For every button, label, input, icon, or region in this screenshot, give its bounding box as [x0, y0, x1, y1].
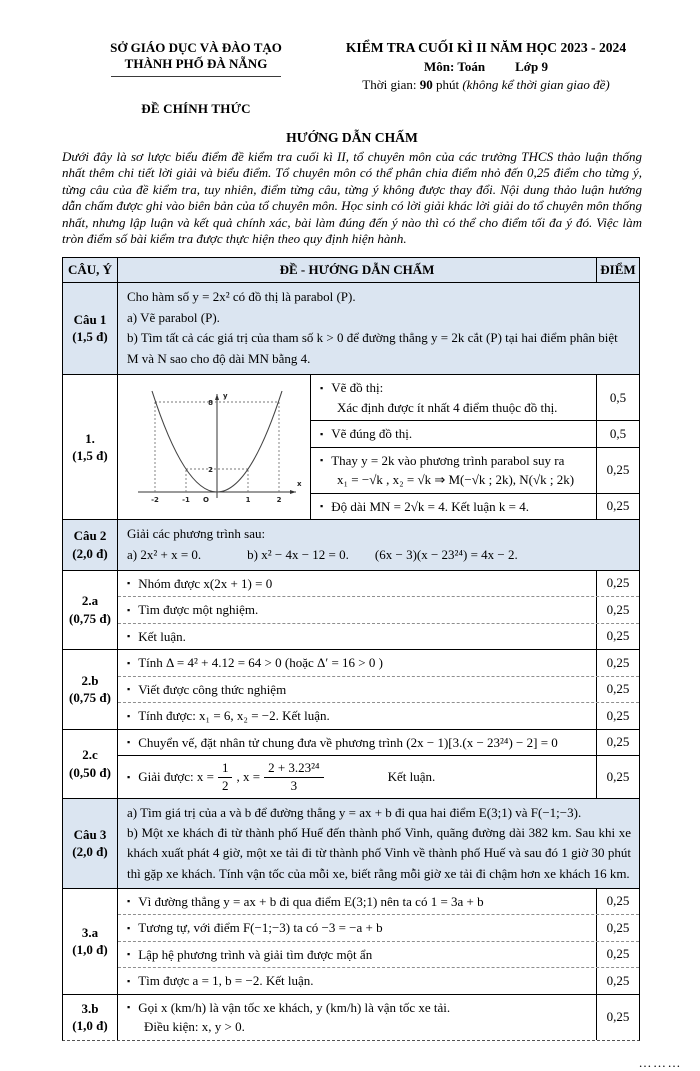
- score-value: 0,25: [596, 995, 639, 1040]
- graph-ytick-2: 2: [208, 466, 213, 475]
- row-1-label: 1. (1,5 đ): [63, 375, 118, 519]
- equation-b: b) x² − 4x − 12 = 0.: [247, 546, 349, 562]
- cau3-line1: a) Tìm giá trị của a và b để đường thẳng y = ax + b đi qua hai điểm E(3;1) và F(−1;−3).: [127, 805, 582, 821]
- item-text: Thay y = 2k vào phương trình parabol suy ra: [331, 452, 565, 468]
- cau1-line2: a) Vẽ parabol (P).: [127, 309, 220, 325]
- intro-paragraph: Dưới đây là sơ lược biểu điểm đề kiểm tra cuối kì II, tổ chuyên môn của các trường THCS thảo luận thống nhất thêm chi tiết lời giải và biểu điểm. Tổ chuyên môn có thể phân chia điểm nhỏ đến 0,25 điểm cho từng ý, từng câu của đề kiểm tra, tuy nhiên, điểm từng câu, từng ý không được thay đổi. Nội dung thảo luận hướng dẫn chấm được ghi vào biên bản của tổ chuyên môn. Học sinh có lời giải khác lời giải do tổ chuyên môn thống nhất, nhưng lập luận và kết quả chính xác, bài làm đúng đến ý nào thì có thể cho điểm tối đa ý đó. Việc làm tròn điểm số bài kiểm tra được thực hiện theo quy định hiện hành.: [62, 148, 642, 247]
- score-value: 0,25: [596, 677, 639, 703]
- time-unit: phút: [432, 77, 463, 92]
- score-value: 0,25: [596, 915, 639, 941]
- item-text: Gọi x (km/h) là vận tốc xe khách, y (km/h) là vận tốc xe tải.: [138, 999, 451, 1015]
- score-value: 0,25: [596, 494, 639, 520]
- grading-item: [118, 967, 639, 994]
- score-value: 0,25: [596, 650, 639, 676]
- cau2-statement: [118, 520, 639, 570]
- row-1-solution: [63, 374, 639, 519]
- parabola-graph: [118, 375, 311, 519]
- graph-xtick--2: -2: [151, 496, 159, 505]
- equation-c: (6x − 3)(x − 23²⁴) = 4x − 2.: [374, 546, 518, 562]
- parabola-chart: [120, 386, 308, 508]
- graph-origin-label: O: [203, 496, 209, 505]
- score-value: 0,25: [596, 889, 639, 915]
- item-text-line2: Điều kiện: x, y > 0.: [144, 1019, 245, 1035]
- cau2-label: Câu 2 (2,0 đ): [63, 520, 118, 570]
- col-header-diem: ĐIỂM: [596, 258, 639, 282]
- grading-item: [118, 571, 639, 597]
- cau1-line1: Cho hàm số y = 2x² có đồ thị là parabol (P).: [127, 288, 356, 304]
- score-value: 0,25: [596, 703, 639, 729]
- grading-item: [118, 889, 639, 915]
- item-text: Tìm được một nghiệm.: [138, 602, 259, 618]
- bullet-icon: [320, 426, 331, 441]
- col-header-de-huong-dan: ĐỀ - HƯỚNG DẪN CHẤM: [279, 261, 435, 277]
- solution-prefix: Giải được: x =: [138, 769, 214, 785]
- cau1-statement-row: [63, 282, 639, 374]
- equation-a: a) 2x² + x = 0.: [127, 546, 202, 562]
- cau1-statement: [118, 283, 639, 374]
- cau3-statement-row: [63, 798, 639, 888]
- bullet-icon: [127, 920, 138, 935]
- row-2a: [63, 570, 639, 650]
- row-2b: [63, 649, 639, 729]
- issuer-block: [62, 40, 330, 117]
- header-underline: [111, 76, 281, 77]
- time-line: [330, 77, 642, 93]
- score-value: 0,25: [596, 571, 639, 597]
- subject-grade-line: [330, 59, 642, 75]
- item-text: Tính được: x₁ = 6, x₂ = −2. Kết luận.: [138, 708, 330, 724]
- score-value: 0,25: [596, 942, 639, 968]
- row-3b: [63, 994, 639, 1040]
- row-2a-label: 2.a (0,75 đ): [63, 571, 118, 650]
- score-value: 0,5: [596, 421, 639, 447]
- bullet-icon: [127, 576, 138, 591]
- bullet-icon: [127, 655, 138, 670]
- row-3b-label: 3.b (1,0 đ): [63, 995, 118, 1040]
- grading-item: [118, 995, 639, 1040]
- item-text: Chuyển vế, đặt nhân tử chung đưa về phương trình (2x − 1)[3.(x − 23²⁴) − 2] = 0: [138, 734, 558, 750]
- cau2-statement-row: [63, 519, 639, 570]
- graph-xtick--1: -1: [182, 496, 190, 505]
- grading-item: [118, 650, 639, 676]
- time-prefix: Thời gian:: [362, 77, 420, 92]
- item-text: Lập hệ phương trình và giải tìm được một ẩn: [138, 946, 373, 962]
- item-text: Tìm được a = 1, b = −2. Kết luận.: [138, 973, 314, 989]
- grading-item: [118, 676, 639, 703]
- department-name: SỞ GIÁO DỤC VÀ ĐÀO TẠO: [110, 40, 282, 55]
- bullet-icon: [320, 380, 331, 395]
- graph-xtick-2: 2: [276, 496, 282, 505]
- score-value: 0,5: [596, 375, 639, 420]
- grading-item: [118, 941, 639, 968]
- bullet-icon: [127, 767, 138, 787]
- bullet-icon: [127, 947, 138, 962]
- grading-item: [118, 596, 639, 623]
- grading-table: [62, 257, 640, 1041]
- row-2b-label: 2.b (0,75 đ): [63, 650, 118, 729]
- col-header-cau-y: CÂU, Ý: [63, 258, 118, 282]
- cau1-line3: b) Tìm tất cả các giá trị của tham số k > 0 để đường thẳng y = 2k cắt (P) tại hai điểm phân biệt M và N sao cho độ dài MN bằng 4.: [127, 330, 618, 367]
- bullet-icon: [127, 708, 138, 723]
- item-text: Vì đường thẳng y = ax + b đi qua điểm E(3;1) nên ta có 1 = 3a + b: [138, 893, 484, 909]
- exam-info-block: [330, 40, 642, 117]
- score-value: 0,25: [596, 756, 639, 798]
- bullet-icon: [127, 894, 138, 909]
- subject-label: Môn: Toán: [424, 59, 486, 74]
- item-text: Vẽ đúng đồ thị.: [331, 426, 413, 442]
- bullet-icon: [320, 499, 331, 514]
- graph-x-axis-label: x: [297, 480, 302, 489]
- cau2-equations: [127, 545, 631, 566]
- grading-item: [311, 420, 639, 447]
- grading-item: [311, 447, 639, 493]
- bullet-icon: [320, 453, 331, 468]
- cau3-line2: b) Một xe khách đi từ thành phố Huế đến thành phố Vinh, quãng đường dài 382 km. Sau khi xe khách xuất phát 4 giờ, một xe tải đi từ thành phố Vinh về thành phố Huế và sau đó 1 giờ 30 phút thì gặp xe khách. Tính vận tốc của mỗi xe, biết rằng mỗi giờ xe tải đi chậm hơn xe khách 16 km.: [127, 825, 631, 881]
- item-text: Kết luận.: [138, 628, 186, 644]
- row-1-items: [311, 375, 639, 519]
- score-value: 0,25: [596, 624, 639, 650]
- item-text: Tính Δ = 4² + 4.12 = 64 > 0 (hoặc Δ′ = 16 > 0 ): [138, 655, 383, 671]
- item-text: Viết được công thức nghiệm: [138, 681, 287, 697]
- bullet-icon: [127, 602, 138, 617]
- row-3a: [63, 888, 639, 994]
- row-3a-items: [118, 889, 639, 994]
- grading-item: [118, 914, 639, 941]
- fraction-solution: $\frac{\text{2 + 3.23²⁴}}{3}$: [264, 761, 324, 794]
- item-text: Vẽ đồ thị:: [331, 380, 384, 396]
- row-3b-items: [118, 995, 639, 1040]
- cau3-statement: [118, 799, 639, 888]
- item-text-line2: Xác định được ít nhất 4 điểm thuộc đồ thị.: [337, 399, 558, 415]
- bullet-icon: [127, 973, 138, 988]
- grading-item: [118, 623, 639, 650]
- row-2c: [63, 729, 639, 799]
- city-name: THÀNH PHỐ ĐÀ NẴNG: [124, 56, 268, 72]
- graph-y-axis-label: y: [223, 392, 228, 401]
- grading-item: [118, 755, 639, 798]
- row-2c-label: 2.c (0,50 đ): [63, 730, 118, 799]
- graph-ytick-8: 8: [208, 399, 213, 408]
- row-2a-items: [118, 571, 639, 650]
- item-text: Nhóm được x(2x + 1) = 0: [138, 575, 273, 591]
- continuation-dots: ………: [638, 1054, 682, 1070]
- conclusion-text: Kết luận.: [387, 769, 436, 785]
- fraction-one-half: $\frac{1}{2}$: [218, 761, 233, 794]
- item-text: Độ dài MN = 2√k = 4. Kết luận k = 4.: [331, 498, 529, 514]
- cau3-label: Câu 3 (2,0 đ): [63, 799, 118, 888]
- score-value: 0,25: [596, 730, 639, 756]
- table-header-row: [63, 258, 639, 282]
- bullet-icon: [127, 629, 138, 644]
- row-3a-label: 3.a (1,0 đ): [63, 889, 118, 994]
- grading-item: [311, 375, 639, 420]
- grade-label: Lớp 9: [515, 59, 548, 74]
- official-exam-label: ĐỀ CHÍNH THỨC: [141, 100, 251, 116]
- score-value: 0,25: [596, 597, 639, 623]
- grading-item: [118, 730, 639, 756]
- grading-guide-title: HƯỚNG DẪN CHẤM: [286, 129, 418, 145]
- row-2b-items: [118, 650, 639, 729]
- cau1-label: Câu 1 (1,5 đ): [63, 283, 118, 374]
- item-text-line2: x₁ = −√k , x₂ = √k ⇒ M(−√k ; 2k), N(√k ; 2k): [337, 472, 575, 488]
- bullet-icon: [127, 735, 138, 750]
- grading-item: [311, 493, 639, 520]
- bullet-icon: [127, 1000, 138, 1015]
- row-2c-items: [118, 730, 639, 799]
- document-header: [62, 40, 642, 117]
- graph-xtick-1: 1: [245, 496, 251, 505]
- score-value: 0,25: [596, 448, 639, 493]
- time-note: (không kể thời gian giao đề): [462, 77, 610, 92]
- grading-item: [118, 702, 639, 729]
- exam-title: KIỂM TRA CUỐI KÌ II NĂM HỌC 2023 - 2024: [345, 40, 627, 55]
- item-text: Tương tự, với điểm F(−1;−3) ta có −3 = −a + b: [138, 920, 383, 936]
- cau2-line1: Giải các phương trình sau:: [127, 526, 266, 542]
- solution-mid: , x =: [236, 769, 261, 785]
- score-value: 0,25: [596, 968, 639, 994]
- bullet-icon: [127, 682, 138, 697]
- time-minutes: 90: [419, 77, 433, 92]
